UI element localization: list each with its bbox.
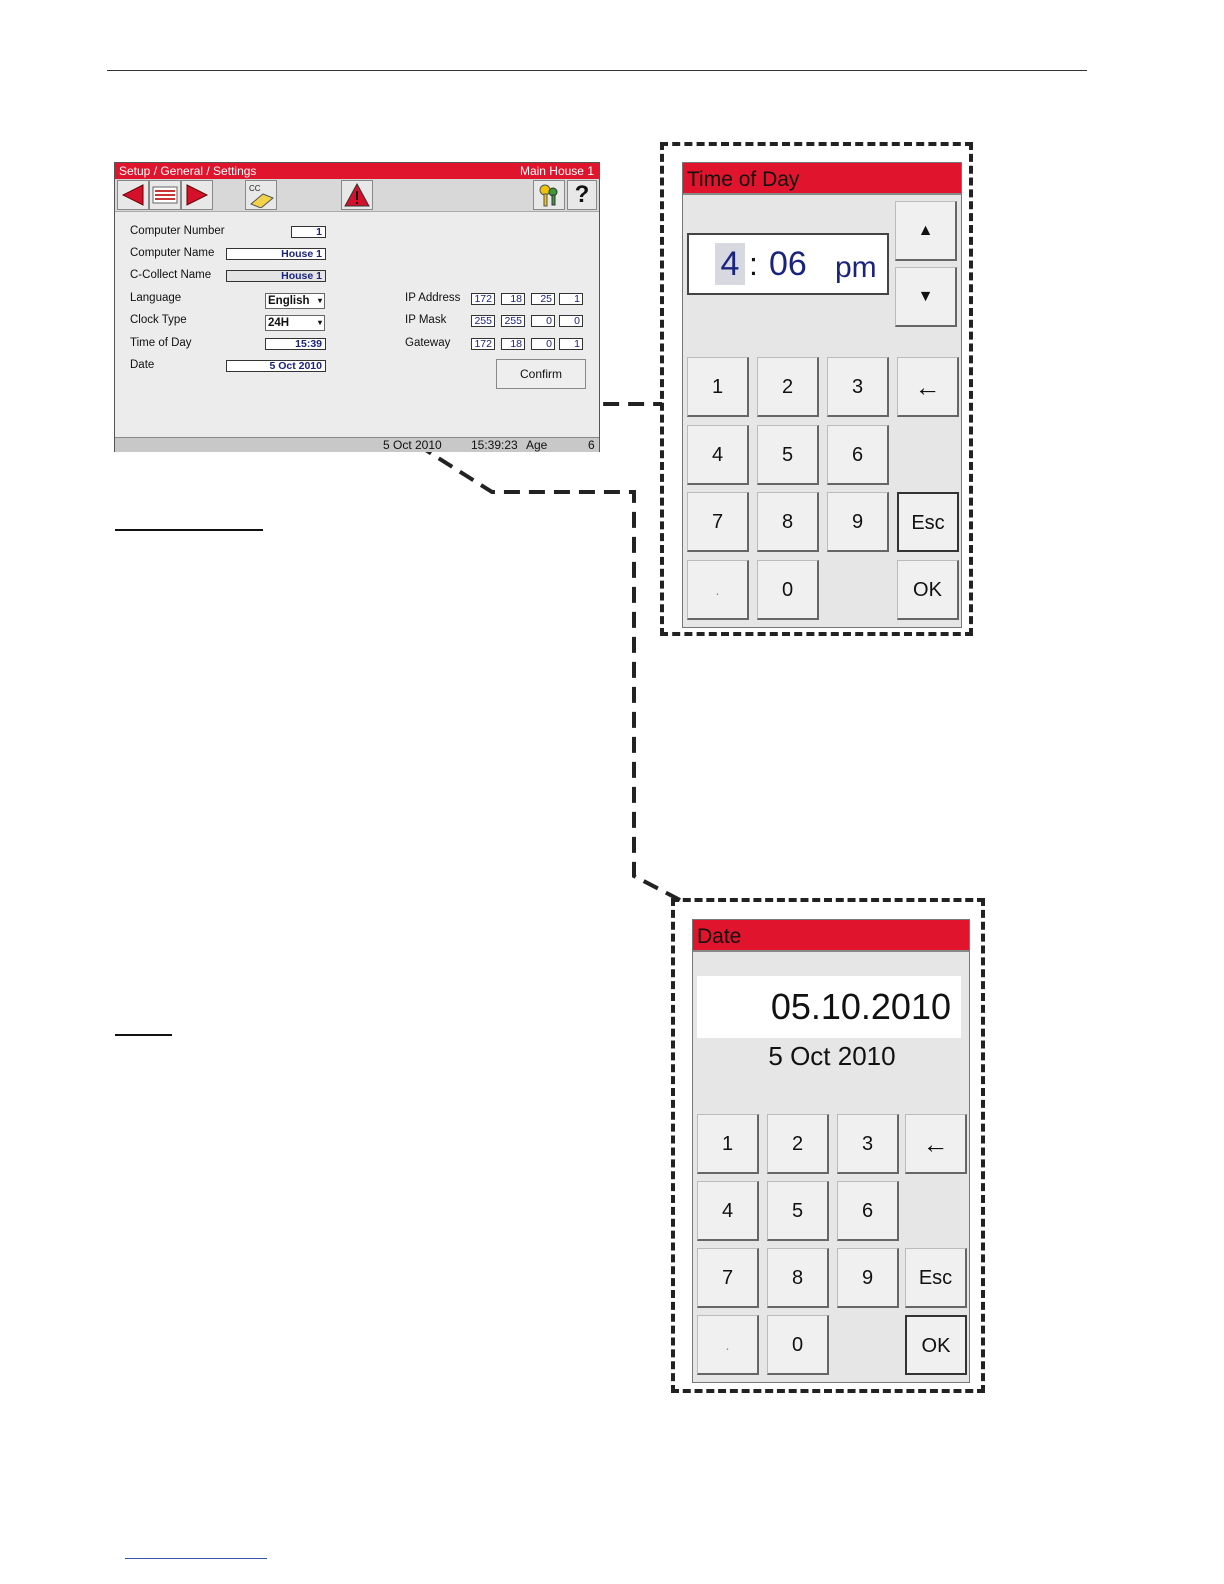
confirm-button[interactable]: Confirm (496, 359, 586, 389)
date-popup-title: Date (693, 920, 969, 952)
key-4[interactable]: 4 (687, 425, 749, 485)
time-minute[interactable]: 06 (769, 245, 807, 283)
cc-collect-icon (247, 182, 275, 208)
alarm-warning-icon (344, 183, 370, 207)
time-hour[interactable]: 4 (715, 243, 745, 285)
increment-button[interactable]: ▲ (895, 201, 957, 261)
time-of-day-field[interactable]: 15:39 (265, 338, 326, 350)
computer-name-field[interactable]: House 1 (226, 248, 326, 260)
list-button[interactable] (149, 180, 181, 210)
ip-mask-octet[interactable]: 255 (471, 315, 495, 327)
dropdown-arrow-icon: ▾ (317, 296, 322, 305)
computer-name-label: Computer Name (130, 247, 215, 259)
key-9[interactable]: 9 (827, 492, 889, 552)
language-select[interactable] (265, 293, 325, 309)
key-6[interactable]: 6 (837, 1181, 899, 1241)
help-button[interactable] (567, 180, 597, 210)
cc-collect-button[interactable] (245, 180, 277, 210)
ip-address-octet[interactable]: 18 (501, 293, 525, 305)
computer-number-field[interactable]: 1 (291, 226, 326, 238)
next-arrow-button[interactable] (181, 180, 213, 210)
svg-text:CC: CC (249, 184, 261, 193)
key-1[interactable]: 1 (687, 357, 749, 417)
next-arrow-icon (185, 183, 209, 207)
time-of-day-popup (682, 162, 962, 628)
computer-number-label: Computer Number (130, 225, 225, 237)
status-age-value: 6 (588, 438, 595, 452)
key-0[interactable]: 0 (767, 1315, 829, 1375)
key-4[interactable]: 4 (697, 1181, 759, 1241)
esc-button[interactable]: Esc (905, 1248, 967, 1308)
keys-icon (536, 182, 562, 208)
ip-address-octet[interactable]: 172 (471, 293, 495, 305)
ip-mask-octet[interactable]: 0 (531, 315, 555, 327)
ip-address-label: IP Address (405, 292, 461, 304)
key-7[interactable]: 7 (687, 492, 749, 552)
key-3[interactable]: 3 (827, 357, 889, 417)
ok-button[interactable]: OK (897, 560, 959, 620)
settings-screen (114, 162, 600, 452)
language-label: Language (130, 292, 182, 304)
key-8[interactable]: 8 (767, 1248, 829, 1308)
clock-type-value: 24H (268, 317, 290, 329)
gateway-octet[interactable]: 0 (531, 338, 555, 350)
date-popup (692, 919, 970, 1383)
prev-arrow-button[interactable] (117, 180, 149, 210)
backspace-button[interactable]: ← (897, 357, 959, 417)
date-label: Date (130, 359, 155, 371)
date-display[interactable]: 05.10.2010 (697, 976, 961, 1038)
date-formatted: 5 Oct 2010 (768, 1041, 896, 1071)
date-field[interactable]: 5 Oct 2010 (226, 360, 326, 372)
clock-type-select[interactable] (265, 315, 325, 331)
status-time: 15:39:23 (471, 438, 518, 452)
ip-mask-octet[interactable]: 255 (501, 315, 525, 327)
prev-arrow-icon (121, 183, 145, 207)
ip-address-octet[interactable]: 1 (559, 293, 583, 305)
house-name: Main House 1 (519, 164, 594, 178)
key-decimal[interactable]: . (697, 1315, 759, 1375)
language-value: English (268, 295, 310, 307)
status-bar (115, 437, 599, 452)
help-icon: ? (574, 181, 590, 208)
date-callout-line (312, 378, 680, 900)
key-9[interactable]: 9 (837, 1248, 899, 1308)
key-5[interactable]: 5 (757, 425, 819, 485)
key-0[interactable]: 0 (757, 560, 819, 620)
key-7[interactable]: 7 (697, 1248, 759, 1308)
key-2[interactable]: 2 (757, 357, 819, 417)
ip-address-octet[interactable]: 25 (531, 293, 555, 305)
gateway-label: Gateway (405, 337, 451, 349)
key-2[interactable]: 2 (767, 1114, 829, 1174)
time-of-day-label: Time of Day (130, 337, 192, 349)
gateway-octet[interactable]: 172 (471, 338, 495, 350)
clock-type-label: Clock Type (130, 314, 187, 326)
key-6[interactable]: 6 (827, 425, 889, 485)
key-1[interactable]: 1 (697, 1114, 759, 1174)
time-display (687, 233, 889, 295)
backspace-button[interactable]: ← (905, 1114, 967, 1174)
gateway-octet[interactable]: 1 (559, 338, 583, 350)
status-age-label: Age (526, 438, 548, 452)
key-8[interactable]: 8 (757, 492, 819, 552)
screen-title-bar (115, 163, 599, 179)
ok-button[interactable]: OK (905, 1315, 967, 1375)
breadcrumb: Setup / General / Settings (119, 164, 257, 178)
decrement-button[interactable]: ▼ (895, 267, 957, 327)
gateway-octet[interactable]: 18 (501, 338, 525, 350)
keys-button[interactable] (533, 180, 565, 210)
c-collect-name-label: C-Collect Name (130, 269, 212, 281)
key-3[interactable]: 3 (837, 1114, 899, 1174)
time-separator: : (749, 246, 758, 282)
esc-button[interactable]: Esc (897, 492, 959, 552)
status-date: 5 Oct 2010 (383, 438, 442, 452)
dropdown-arrow-icon: ▾ (317, 318, 322, 327)
key-5[interactable]: 5 (767, 1181, 829, 1241)
key-decimal[interactable]: . (687, 560, 749, 620)
alarm-button[interactable] (341, 180, 373, 210)
ip-mask-octet[interactable]: 0 (559, 315, 583, 327)
list-icon (152, 185, 178, 205)
time-ampm[interactable]: pm (835, 251, 877, 284)
screen-toolbar (115, 179, 599, 212)
ip-mask-label: IP Mask (405, 314, 447, 326)
c-collect-name-field: House 1 (226, 270, 326, 282)
time-popup-title: Time of Day (683, 163, 961, 195)
